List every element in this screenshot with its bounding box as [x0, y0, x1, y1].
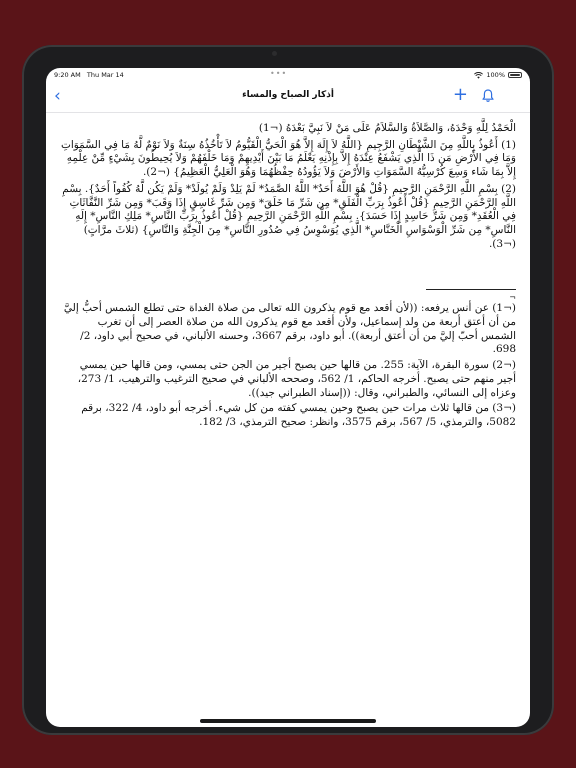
footnote-1: (¬1) عن أنس يرفعه: ((لأن أقعد مع قوم يذكرون الله تعالى من صلاة الغداة حتى تطلع الشمس أحبُّ إليَّ من أن أعتق أربعة من ولد إسماعيل، ولأن أقعد مع قوم يذكرون الله من صلاة العصر إلى أن تغرب الشمس أحبّ إليَّ من أن أعتق أربعة)). أبو داود، برقم 3667، وحسنه الألباني، في صحيح أبي داود، 2/ 698.: [63, 302, 516, 356]
footnote-2: (¬2) سورة البقرة، الآية: 255. من قالها حين يصبح أجير من الجن حتى يمسي، ومن قالها حين يمسي أجير منهم حتى يصبح. أخرجه الحاكم، 1/ 562، وصححه الألباني في صحيح الترغيب والترهيب، 1/ 273، وعزاه إلى النسائي، والطبراني، وقال: ((إسناد الطبراني جيد)).: [77, 359, 516, 399]
dhikr-paragraph-2: (2) بِسْمِ اللَّهِ الرَّحْمَنِ الرَّحِيمِ {قُلْ هُوَ اللَّهُ أَحَدٌ* اللَّهُ الصَّمَدُ* لَمْ يَلِدْ وَلَمْ يُولَدْ* وَلَمْ يَكُن لَّهُ كُفُواً أَحَدٌ}. بِسْمِ اللَّهِ الرَّحْمَنِ الرَّحِيمِ {قُلْ أَعُوذُ بِرَبِّ الْفَلَقِ* مِن شَرِّ مَا خَلَقَ* وَمِن شَرِّ غَاسِقٍ إِذَا وَقَبَ* وَمِن شَرِّ النَّفَّاثَاتِ فِي الْعُقَدِ* وَمِن شَرِّ حَاسِدٍ إِذَا حَسَدَ}. بِسْمِ اللَّهِ الرَّحْمَنِ الرَّحِيمِ {قُلْ أَعُوذُ بِرَبِّ النَّاسِ* مَلِكِ النَّاسِ* إِلَهِ النَّاسِ* مِن شَرِّ الْوَسْوَاسِ الْخَنَّاسِ* الَّذِي يُوَسْوِسُ فِي صُدُورِ النَّاسِ* مِنَ الْجِنَّةِ وَالنَّاسِ} (ثلاثَ مرَّاتٍ) (¬3).: [62, 182, 516, 250]
chevron-left-icon[interactable]: ‹: [54, 86, 61, 106]
multitasking-dots-icon[interactable]: •••: [270, 69, 288, 78]
status-time: 9:20 AM: [54, 71, 81, 79]
status-time-date: [54, 71, 124, 79]
adhkar-text: [60, 122, 516, 432]
intro-paragraph: الْحَمْدُ لِلَّهِ وَحْدَهُ، وَالصَّلاَةُ وَالسَّلاَمُ عَلَى مَنْ لاَ نَبِيَّ بَعْدَهُ (¬1): [258, 122, 516, 134]
page-title: أذكار الصباح والمساء: [242, 90, 334, 100]
front-camera: [272, 51, 277, 56]
footnote-divider-mark: ¬: [509, 293, 516, 303]
battery-icon: [508, 72, 522, 78]
battery-percent: 100%: [486, 71, 505, 79]
plus-icon[interactable]: +: [452, 84, 468, 105]
wifi-icon: [474, 72, 483, 79]
navigation-bar: [46, 82, 530, 113]
status-indicators: [474, 71, 522, 79]
footnote-divider: [426, 289, 516, 290]
screen: [46, 68, 530, 727]
bell-icon[interactable]: [482, 89, 494, 103]
home-indicator[interactable]: [200, 719, 376, 723]
status-date: Thu Mar 14: [86, 71, 124, 79]
status-bar: [46, 68, 530, 82]
dhikr-paragraph-1: (1) أَعُوذُ بِاللَّهِ مِنَ الشَّيْطَانِ الرَّجِيمِ {اللَّهُ لاَ إِلَهَ إِلاَّ هُوَ الْحَيُّ الْقَيُّومُ لاَ تَأْخُذُهُ سِنَةٌ وَلاَ نَوْمٌ لَّهُ مَا فِي السَّمَوَاتِ وَمَا فِي الأَرْضِ مَن ذَا الَّذِي يَشْفَعُ عِنْدَهُ إِلاَّ بِإِذْنِهِ يَعْلَمُ مَا بَيْنَ أَيْدِيهِمْ وَمَا خَلْفَهُمْ وَلاَ يُحِيطُونَ بِشَيْءٍ مِّنْ عِلْمِهِ إِلاَّ بِمَا شَاء وَسِعَ كُرْسِيُّهُ السَّمَوَاتِ وَالأَرْضَ وَلاَ يَؤُودُهُ حِفْظُهُمَا وَهُوَ الْعَلِيُّ الْعَظِيمُ} (¬2).: [60, 138, 516, 179]
footnote-3: (¬3) من قالها ثلاث مرات حين يصبح وحين يمسي كفته من كل شيء. أخرجه أبو داود، 4/ 322، برقم 5082، والترمذي، 5/ 567، برقم 3575، وانظر: صحيح الترمذي، 3/ 182.: [81, 402, 516, 428]
